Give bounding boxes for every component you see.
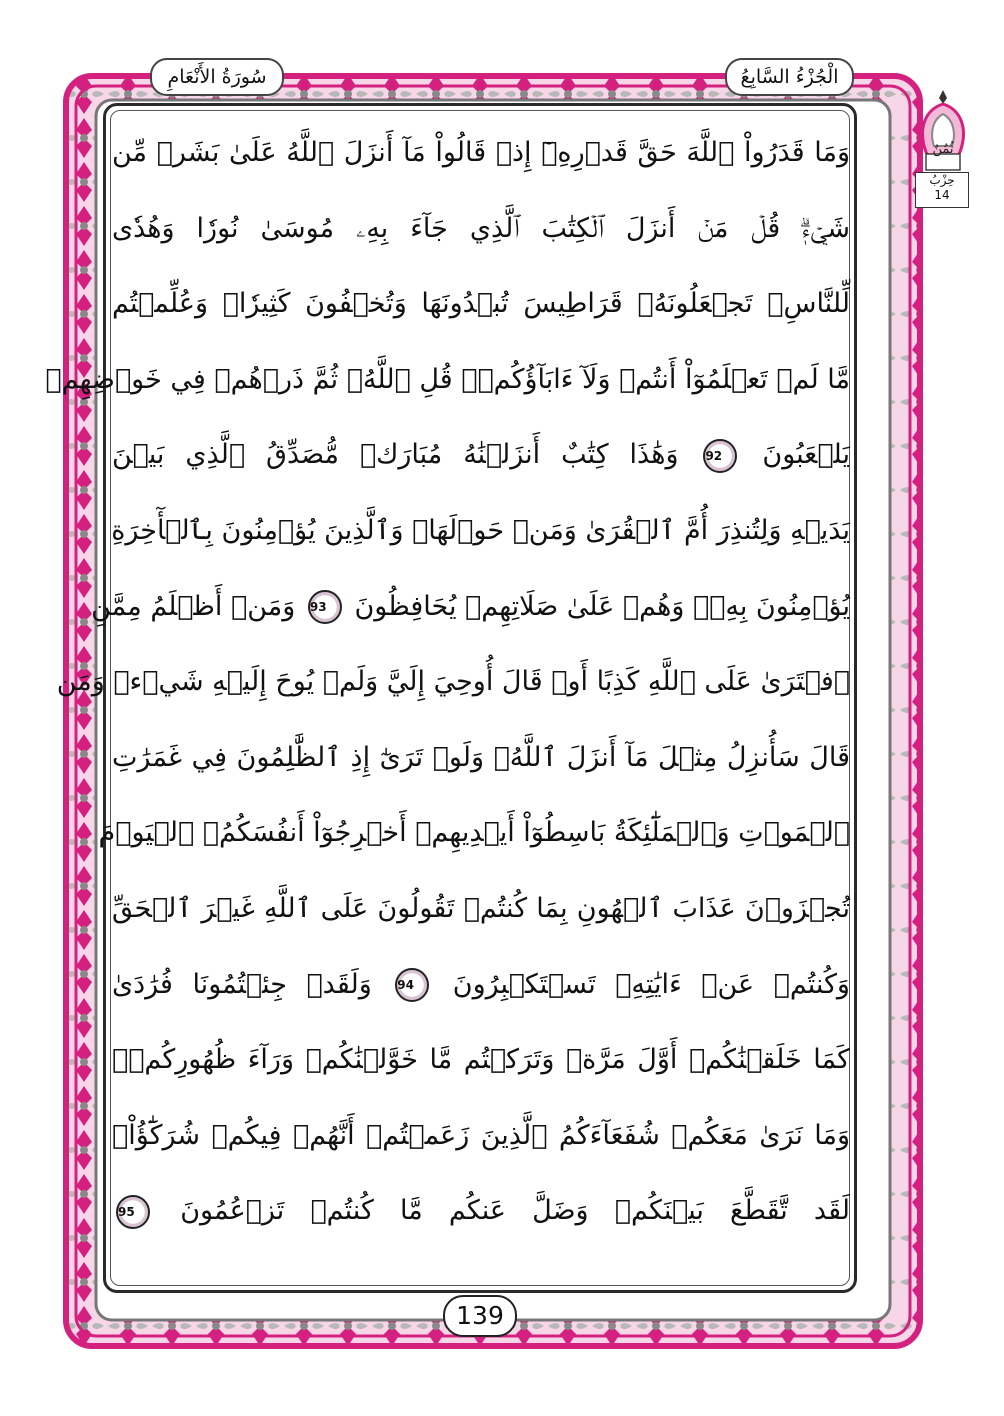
verse-text: وَهَٰذَا كِتَٰبٌ أَنزَلۡنَٰهُ مُبَارَكٞ مُّصَدِّقُ ٱلَّذِي بَيۡنَ: [112, 439, 679, 471]
verse-line: [112, 1101, 850, 1171]
verse-text: مَّا لَمۡ تَعۡلَمُوٓاْ أَنتُمۡ وَلَآ ءَابَآؤُكُمۡۖ قُلِ ٱللَّهُۖ ثُمَّ ذَرۡهُمۡ فِي خَوۡضِهِمۡ: [45, 363, 850, 395]
verse-text: وَمَنۡ أَظۡلَمُ مِمَّنِ: [91, 590, 296, 622]
verse-line: [112, 950, 850, 1020]
verse-line: [112, 1025, 850, 1095]
verse-line: [112, 723, 850, 793]
verse-text: شَيۡءٖۗ قُلۡ مَنۡ أَنزَلَ ٱلۡكِتَٰبَ ٱلَّذِي جَآءَ بِهِۦ مُوسَىٰ نُورٗا وَهُدٗى: [112, 212, 850, 244]
verse-text: وَمَا نَرَىٰ مَعَكُمۡ شُفَعَآءَكُمُ ٱلَّذِينَ زَعَمۡتُمۡ أَنَّهُمۡ فِيكُمۡ شُرَكَٰٓؤُاْۚ: [112, 1119, 850, 1151]
verse-line: [45, 345, 850, 415]
verse-text: كَمَا خَلَقۡنَٰكُمۡ أَوَّلَ مَرَّةٖ وَتَرَكۡتُم مَّا خَوَّلۡنَٰكُمۡ وَرَآءَ ظُهُورِكُمۡۖ: [112, 1044, 850, 1076]
verse-text: يَدَيۡهِ وَلِتُنذِرَ أُمَّ ٱلۡقُرَىٰ وَمَنۡ حَوۡلَهَاۚ وَٱلَّذِينَ يُؤۡمِنُونَ بِٱلۡأٓخِرَةِ: [111, 515, 850, 546]
verse-line: [98, 798, 850, 868]
verse-text: وَكُنتُمۡ عَنۡ ءَايَٰتِهِۦ تَسۡتَكۡبِرُونَ: [452, 968, 850, 1000]
verse-line: [112, 269, 850, 339]
verse-text: لَقَد تَّقَطَّعَ بَيۡنَكُمۡ وَضَلَّ عَنكُم مَّا كُنتُمۡ تَزۡعُمُونَ: [180, 1195, 850, 1227]
verse-text: ٱفۡتَرَىٰ عَلَى ٱللَّهِ كَذِبًا أَوۡ قَالَ أُوحِيَ إِلَيَّ وَلَمۡ يُوحَ إِلَيۡهِ شَيۡءٞ وَمَن: [56, 666, 850, 698]
juz-label: الْجُزْءُ السَّابِعُ: [725, 58, 854, 96]
ayah-number-marker: 92: [703, 439, 737, 473]
surah-label: سُورَةُ الأَنْعَامِ: [150, 58, 284, 96]
ayah-number-marker: 95: [116, 1195, 150, 1229]
verse-text: لِّلنَّاسِۖ تَجۡعَلُونَهُۥ قَرَاطِيسَ تُبۡدُونَهَا وَتُخۡفُونَ كَثِيرٗاۖ وَعُلِّمۡتُم: [112, 288, 850, 320]
verse-line: [56, 647, 850, 717]
verse-line: [112, 874, 850, 944]
ayah-number-marker: 93: [308, 590, 342, 624]
verse-line: [91, 572, 850, 642]
verse-text: يَلۡعَبُونَ: [762, 439, 850, 471]
verse-line: [112, 496, 850, 566]
verse-text: تُجۡزَوۡنَ عَذَابَ ٱلۡهُونِ بِمَا كُنتُمۡ تَقُولُونَ عَلَى ٱللَّهِ غَيۡرَ ٱلۡحَقِّ: [112, 893, 850, 924]
verse-text: ٱلۡمَوۡتِ وَٱلۡمَلَٰٓئِكَةُ بَاسِطُوٓاْ أَيۡدِيهِمۡ أَخۡرِجُوٓاْ أَنفُسَكُمُۖ ٱلۡيَوۡمَ: [98, 817, 850, 849]
hizb-word: حِزْبُ: [929, 173, 955, 187]
verse-line: [112, 420, 850, 490]
verse-text: وَمَا قَدَرُواْ ٱللَّهَ حَقَّ قَدۡرِهِۦٓ إِذۡ قَالُواْ مَآ أَنزَلَ ٱللَّهُ عَلَىٰ بَشَرٖ مِّن: [112, 137, 850, 168]
hizb-number: 14: [934, 188, 950, 202]
thumn-label: ثُمُنٌ: [932, 142, 954, 157]
hizb-box: [915, 172, 969, 208]
verse-text: يُؤۡمِنُونَ بِهِۦۖ وَهُمۡ عَلَىٰ صَلَاتِهِمۡ يُحَافِظُونَ: [354, 590, 850, 622]
verse-line: [112, 1176, 850, 1246]
ayah-number-marker: 94: [395, 968, 429, 1002]
verse-line: [112, 194, 850, 264]
verse-text: وَلَقَدۡ جِئۡتُمُونَا فُرَٰدَىٰ: [112, 968, 372, 1000]
page-number: 139: [443, 1295, 517, 1337]
verse-line: [112, 118, 850, 188]
verse-text: قَالَ سَأُنزِلُ مِثۡلَ مَآ أَنزَلَ ٱللَّهُۗ وَلَوۡ تَرَىٰٓ إِذِ ٱلظَّٰلِمُونَ فِي غَمَرَٰتِ: [112, 741, 850, 773]
